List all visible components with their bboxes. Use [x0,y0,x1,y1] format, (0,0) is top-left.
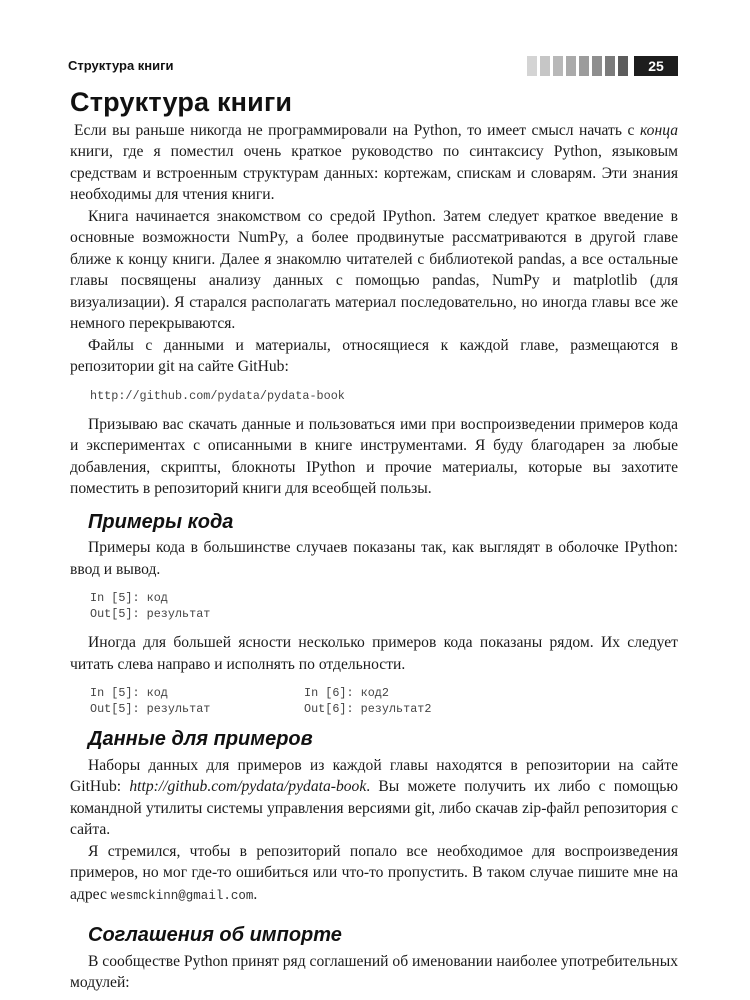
repo-link-text: http://github.com/pydata/pydata-book [129,778,367,795]
code-block-side-by-side [90,685,678,717]
text-run: книги, где я поместил очень краткое руководство по синтаксису Python, языковым средствам и встроенным структурам данных: кортежам, спискам и словарям. Эти знания необходимы для чтения книги. [70,143,678,203]
code-block [90,590,678,622]
running-title: Структура книги [68,58,174,73]
paragraph: Файлы с данными и материалы, относящиеся к каждой главе, размещаются в репозитории git на сайте GitHub: [70,336,678,375]
code-line: Out[6]: результат2 [304,702,432,716]
code-line: In [5]: код [90,591,168,605]
emphasis-text: конца [639,121,678,139]
strip-block [592,56,602,76]
paragraph [70,841,678,908]
page-number: 25 [634,56,678,76]
strip-block [553,56,563,76]
code-column-left [90,685,304,717]
paragraph [70,755,678,841]
strip-block [527,56,537,76]
text-run: Я стремился, чтобы в репозиторий попало все необходимое для воспроизведения примеров, но мог где-то ошибиться или что-то пропустить. В таком случае пишите мне на адрес [70,842,678,903]
repo-url-code: http://github.com/pydata/pydata-book [90,388,345,403]
code-line: In [5]: код [90,686,168,700]
page-body [70,88,678,994]
section-title-code-examples: Примеры кода [88,510,234,533]
strip-block [566,56,576,76]
code-line: Out[5]: результат [90,702,211,716]
page-header [68,56,678,78]
strip-block [579,56,589,76]
text-run: Если вы раньше никогда не программировали на Python, то имеет смысл начать с [74,121,640,139]
section-title-imports: Соглашения об импорте [88,924,342,946]
page-number-strip [524,56,678,76]
paragraph: Иногда для большей ясности несколько примеров кода показаны рядом. Их следует читать слева направо и исполнять по отдельности. [70,634,678,673]
paragraph: В сообществе Python принят ряд соглашений об именовании наиболее употребительных модулей: [70,952,678,991]
email-address: wesmckinn@gmail.com [110,888,254,903]
code-line: In [6]: код2 [304,686,389,700]
code-column-right [304,685,518,717]
paragraph [70,120,678,206]
chapter-title: Структура книги [70,87,293,117]
text-run: Наборы данных для примеров из каждой главы находятся в репозитории на сайте GitHub: [70,756,678,795]
strip-block [605,56,615,76]
paragraph: Книга начинается знакомством со средой IPython. Затем следует краткое введение в основные возможности NumPy, а более продвинутые рассматриваются в другой главе ближе к концу книги. Далее я знакомлю читателей с библиотекой pandas, а все остальные главы посвящены анализу данных с помощью pandas, NumPy и matplotlib (для визуализации). Я старался располагать материал последовательно, но иногда главы все же немного перекрываются. [70,207,678,332]
paragraph: Призываю вас скачать данные и пользоваться ими при воспроизведении примеров кода и экспериментах с описанными в книге инструментами. Я буду благодарен за любые добавления, скрипты, блокноты IPython и прочие материалы, которые вы захотите поместить в репозиторий книги для всеобщей пользы. [70,415,678,497]
text-run: . [253,885,258,903]
section-title-data: Данные для примеров [88,728,313,750]
paragraph: Примеры кода в большинстве случаев показаны так, как выглядят в оболочке IPython: ввод и вывод. [70,539,678,578]
text-run: . Вы можете получить их либо с помощью командной утилиты системы управления версиями git, либо скачав zip-файл репозитория с сайта. [70,778,678,838]
strip-block [540,56,550,76]
code-line: Out[5]: результат [90,607,211,621]
strip-block [618,56,628,76]
